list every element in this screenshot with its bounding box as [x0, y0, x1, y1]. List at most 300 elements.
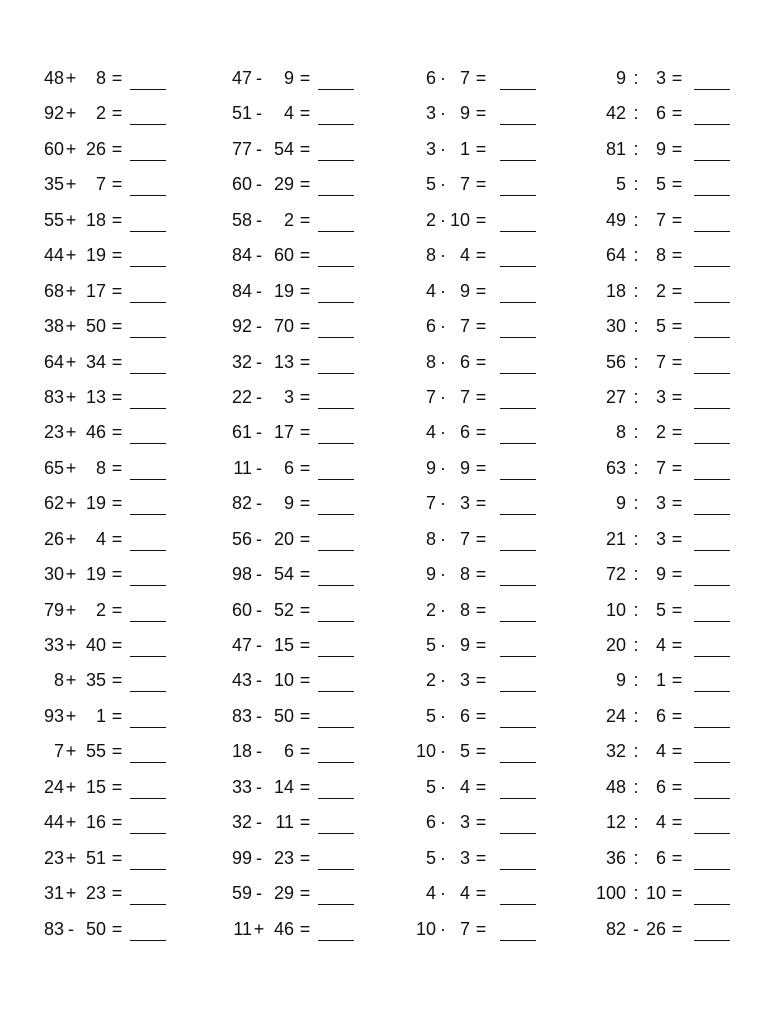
- answer-blank[interactable]: [130, 302, 166, 303]
- answer-blank[interactable]: [694, 124, 730, 125]
- answer-blank[interactable]: [318, 550, 354, 551]
- answer-blank[interactable]: [318, 373, 354, 374]
- answer-blank[interactable]: [318, 727, 354, 728]
- operator: -: [256, 174, 262, 195]
- operand-b: 15: [273, 635, 294, 655]
- answer-blank[interactable]: [694, 798, 730, 799]
- equation-row: [224, 488, 394, 523]
- answer-blank[interactable]: [694, 89, 730, 90]
- operator: +: [65, 209, 77, 230]
- division-column: [596, 63, 766, 949]
- equation-row: [224, 665, 394, 700]
- answer-blank[interactable]: [130, 373, 166, 374]
- operand-a: 3: [425, 103, 436, 124]
- answer-blank[interactable]: [318, 833, 354, 834]
- answer-blank[interactable]: [130, 585, 166, 586]
- answer-blank[interactable]: [694, 479, 730, 480]
- answer-blank[interactable]: [130, 762, 166, 763]
- equals-sign: =: [475, 457, 487, 478]
- answer-blank[interactable]: [694, 762, 730, 763]
- equals-sign: =: [299, 670, 311, 691]
- equation-row: [224, 417, 394, 452]
- answer-blank[interactable]: [318, 762, 354, 763]
- equation-row: [412, 205, 582, 240]
- answer-blank[interactable]: [130, 798, 166, 799]
- answer-blank[interactable]: [318, 160, 354, 161]
- operand-b: 29: [273, 174, 294, 195]
- operator: +: [65, 68, 77, 88]
- answer-blank[interactable]: [318, 337, 354, 338]
- equals-sign: =: [299, 776, 311, 797]
- equals-sign: =: [299, 883, 311, 904]
- answer-blank[interactable]: [130, 904, 166, 905]
- operand-b: 2: [655, 280, 666, 301]
- operand-a: 5: [615, 174, 626, 195]
- operator: -: [256, 776, 262, 797]
- answer-blank[interactable]: [130, 514, 166, 515]
- operand-b: 7: [655, 351, 666, 372]
- answer-blank[interactable]: [694, 833, 730, 834]
- operand-a: 62: [43, 493, 64, 514]
- answer-blank[interactable]: [694, 337, 730, 338]
- operator: ·: [440, 316, 446, 337]
- operand-b: 19: [85, 564, 106, 585]
- operator: ·: [440, 599, 446, 620]
- answer-blank[interactable]: [130, 408, 166, 409]
- equation-row: [36, 169, 206, 204]
- answer-blank[interactable]: [500, 231, 536, 232]
- answer-blank[interactable]: [500, 443, 536, 444]
- operand-b: 16: [85, 812, 106, 833]
- equation-row: [596, 559, 766, 594]
- answer-blank[interactable]: [318, 869, 354, 870]
- answer-blank[interactable]: [500, 89, 536, 90]
- operand-b: 9: [459, 280, 470, 301]
- answer-blank[interactable]: [130, 124, 166, 125]
- operator: :: [633, 776, 639, 797]
- equation-row: [596, 276, 766, 311]
- equals-sign: =: [671, 422, 683, 443]
- answer-blank[interactable]: [694, 585, 730, 586]
- equals-sign: =: [299, 635, 311, 655]
- operand-a: 81: [605, 138, 626, 159]
- operand-a: 24: [43, 776, 64, 797]
- answer-blank[interactable]: [694, 550, 730, 551]
- equation-row: [224, 98, 394, 133]
- answer-blank[interactable]: [500, 904, 536, 905]
- answer-blank[interactable]: [318, 940, 354, 941]
- operand-a: 33: [231, 776, 252, 797]
- operand-b: 5: [655, 316, 666, 337]
- answer-blank[interactable]: [130, 621, 166, 622]
- operand-b: 14: [273, 776, 294, 797]
- answer-blank[interactable]: [500, 621, 536, 622]
- equation-row: [224, 807, 394, 842]
- equals-sign: =: [475, 493, 487, 514]
- equation-row: [36, 453, 206, 488]
- operand-b: 17: [273, 422, 294, 443]
- answer-blank[interactable]: [500, 550, 536, 551]
- operand-a: 48: [43, 68, 64, 88]
- equation-row: [36, 417, 206, 452]
- operand-a: 9: [615, 670, 626, 691]
- equation-row: [224, 63, 394, 98]
- equation-row: [36, 665, 206, 700]
- answer-blank[interactable]: [500, 762, 536, 763]
- operator: +: [65, 705, 77, 726]
- operand-a: 63: [605, 457, 626, 478]
- equals-sign: =: [299, 847, 311, 868]
- answer-blank[interactable]: [130, 195, 166, 196]
- operand-a: 72: [605, 564, 626, 585]
- operand-a: 60: [231, 599, 252, 620]
- equation-row: [596, 665, 766, 700]
- operand-b: 19: [85, 493, 106, 514]
- operand-b: 3: [459, 493, 470, 514]
- operator: ·: [440, 386, 446, 407]
- operator: -: [256, 422, 262, 443]
- equation-row: [412, 63, 582, 98]
- answer-blank[interactable]: [318, 266, 354, 267]
- answer-blank[interactable]: [130, 89, 166, 90]
- answer-blank[interactable]: [318, 408, 354, 409]
- equation-row: [596, 240, 766, 275]
- answer-blank[interactable]: [500, 302, 536, 303]
- operator: ·: [440, 847, 446, 868]
- answer-blank[interactable]: [694, 904, 730, 905]
- operand-b: 9: [655, 564, 666, 585]
- operator: +: [65, 847, 77, 868]
- operand-a: 83: [231, 705, 252, 726]
- operand-b: 10: [645, 883, 666, 904]
- equals-sign: =: [111, 741, 123, 762]
- answer-blank[interactable]: [318, 691, 354, 692]
- operand-b: 6: [459, 705, 470, 726]
- equation-row: [596, 347, 766, 382]
- operator: +: [65, 316, 77, 337]
- answer-blank[interactable]: [130, 443, 166, 444]
- operand-b: 3: [283, 386, 294, 407]
- equals-sign: =: [111, 776, 123, 797]
- operand-a: 11: [233, 457, 252, 478]
- equals-sign: =: [299, 493, 311, 514]
- operand-b: 1: [95, 705, 106, 726]
- operator: :: [633, 705, 639, 726]
- equals-sign: =: [111, 103, 123, 124]
- operand-b: 7: [459, 174, 470, 195]
- operator: -: [256, 635, 262, 655]
- operator: :: [633, 422, 639, 443]
- equation-row: [36, 559, 206, 594]
- answer-blank[interactable]: [694, 656, 730, 657]
- equation-row: [596, 63, 766, 98]
- operator: +: [65, 493, 77, 514]
- answer-blank[interactable]: [500, 656, 536, 657]
- answer-blank[interactable]: [318, 231, 354, 232]
- operand-a: 9: [615, 493, 626, 514]
- operand-a: 4: [425, 883, 436, 904]
- operand-b: 2: [655, 422, 666, 443]
- answer-blank[interactable]: [318, 514, 354, 515]
- answer-blank[interactable]: [694, 266, 730, 267]
- equation-row: [36, 240, 206, 275]
- operand-b: 4: [655, 741, 666, 762]
- equals-sign: =: [111, 670, 123, 691]
- answer-blank[interactable]: [130, 727, 166, 728]
- answer-blank[interactable]: [130, 479, 166, 480]
- operand-a: 30: [605, 316, 626, 337]
- answer-blank[interactable]: [500, 798, 536, 799]
- answer-blank[interactable]: [500, 585, 536, 586]
- answer-blank[interactable]: [500, 479, 536, 480]
- operator: ·: [440, 174, 446, 195]
- operand-b: 7: [459, 386, 470, 407]
- operator: +: [65, 883, 77, 904]
- answer-blank[interactable]: [500, 514, 536, 515]
- operand-b: 2: [95, 599, 106, 620]
- operator: :: [633, 564, 639, 585]
- answer-blank[interactable]: [130, 550, 166, 551]
- answer-blank[interactable]: [500, 373, 536, 374]
- operator: :: [633, 457, 639, 478]
- equals-sign: =: [299, 209, 311, 230]
- equation-row: [36, 524, 206, 559]
- equals-sign: =: [475, 209, 487, 230]
- equals-sign: =: [475, 386, 487, 407]
- equals-sign: =: [299, 103, 311, 124]
- equation-row: [596, 417, 766, 452]
- operand-a: 6: [425, 812, 436, 833]
- equation-row: [596, 382, 766, 417]
- operand-a: 82: [605, 918, 626, 939]
- answer-blank[interactable]: [500, 160, 536, 161]
- equals-sign: =: [111, 422, 123, 443]
- answer-blank[interactable]: [318, 621, 354, 622]
- answer-blank[interactable]: [500, 266, 536, 267]
- answer-blank[interactable]: [130, 337, 166, 338]
- operator: ·: [440, 245, 446, 266]
- equals-sign: =: [299, 138, 311, 159]
- equation-row: [412, 630, 582, 665]
- operator: +: [65, 386, 77, 407]
- equals-sign: =: [671, 174, 683, 195]
- operand-a: 49: [605, 209, 626, 230]
- equation-row: [412, 772, 582, 807]
- answer-blank[interactable]: [500, 869, 536, 870]
- answer-blank[interactable]: [318, 302, 354, 303]
- answer-blank[interactable]: [500, 940, 536, 941]
- equals-sign: =: [671, 705, 683, 726]
- operator: ·: [440, 457, 446, 478]
- operator: -: [256, 138, 262, 159]
- equation-row: [412, 595, 582, 630]
- operand-a: 9: [425, 564, 436, 585]
- equals-sign: =: [475, 351, 487, 372]
- equals-sign: =: [475, 635, 487, 655]
- operand-b: 3: [655, 68, 666, 88]
- equation-row: [412, 559, 582, 594]
- answer-blank[interactable]: [500, 691, 536, 692]
- answer-blank[interactable]: [130, 656, 166, 657]
- equation-row: [596, 134, 766, 169]
- equals-sign: =: [111, 174, 123, 195]
- operand-b: 9: [283, 68, 294, 88]
- operator: -: [256, 564, 262, 585]
- operator: -: [256, 599, 262, 620]
- answer-blank[interactable]: [500, 408, 536, 409]
- operand-b: 9: [459, 457, 470, 478]
- equation-row: [224, 240, 394, 275]
- answer-blank[interactable]: [500, 833, 536, 834]
- answer-blank[interactable]: [318, 585, 354, 586]
- answer-blank[interactable]: [500, 124, 536, 125]
- answer-blank[interactable]: [694, 231, 730, 232]
- operand-b: 54: [273, 138, 294, 159]
- operator: +: [65, 776, 77, 797]
- equation-row: [412, 878, 582, 913]
- equals-sign: =: [671, 883, 683, 904]
- answer-blank[interactable]: [318, 656, 354, 657]
- answer-blank[interactable]: [318, 798, 354, 799]
- operand-b: 6: [655, 705, 666, 726]
- operator: ·: [440, 564, 446, 585]
- equals-sign: =: [299, 280, 311, 301]
- equation-row: [36, 878, 206, 913]
- equation-row: [412, 701, 582, 736]
- equation-row: [224, 914, 394, 949]
- answer-blank[interactable]: [130, 940, 166, 941]
- equation-row: [224, 524, 394, 559]
- answer-blank[interactable]: [500, 337, 536, 338]
- equation-row: [596, 772, 766, 807]
- operand-a: 5: [425, 776, 436, 797]
- equation-row: [412, 843, 582, 878]
- operand-a: 7: [53, 741, 64, 762]
- equals-sign: =: [475, 564, 487, 585]
- operator: -: [256, 883, 262, 904]
- answer-blank[interactable]: [318, 904, 354, 905]
- answer-blank[interactable]: [694, 514, 730, 515]
- answer-blank[interactable]: [694, 691, 730, 692]
- operator: +: [65, 564, 77, 585]
- equation-row: [412, 524, 582, 559]
- operand-a: 60: [43, 138, 64, 159]
- equation-row: [36, 843, 206, 878]
- answer-blank[interactable]: [694, 727, 730, 728]
- operand-b: 3: [655, 493, 666, 514]
- answer-blank[interactable]: [694, 195, 730, 196]
- operator: ·: [440, 351, 446, 372]
- operand-a: 5: [425, 635, 436, 655]
- equation-row: [224, 736, 394, 771]
- operand-b: 3: [459, 847, 470, 868]
- operand-b: 10: [273, 670, 294, 691]
- equation-row: [412, 311, 582, 346]
- equals-sign: =: [671, 635, 683, 655]
- answer-blank[interactable]: [130, 833, 166, 834]
- answer-blank[interactable]: [694, 373, 730, 374]
- equals-sign: =: [299, 741, 311, 762]
- answer-blank[interactable]: [694, 443, 730, 444]
- equals-sign: =: [111, 883, 123, 904]
- answer-blank[interactable]: [130, 160, 166, 161]
- answer-blank[interactable]: [694, 621, 730, 622]
- operand-a: 59: [231, 883, 252, 904]
- equation-row: [596, 98, 766, 133]
- operator: -: [256, 386, 262, 407]
- equals-sign: =: [475, 741, 487, 762]
- answer-blank[interactable]: [694, 160, 730, 161]
- operand-a: 84: [231, 245, 252, 266]
- equals-sign: =: [299, 174, 311, 195]
- operand-b: 35: [85, 670, 106, 691]
- operand-a: 31: [43, 883, 64, 904]
- answer-blank[interactable]: [130, 231, 166, 232]
- equals-sign: =: [111, 599, 123, 620]
- equation-row: [224, 347, 394, 382]
- equals-sign: =: [671, 103, 683, 124]
- answer-blank[interactable]: [500, 195, 536, 196]
- answer-blank[interactable]: [500, 727, 536, 728]
- answer-blank[interactable]: [318, 443, 354, 444]
- operator: :: [633, 812, 639, 833]
- operand-a: 38: [43, 316, 64, 337]
- answer-blank[interactable]: [318, 195, 354, 196]
- answer-blank[interactable]: [694, 408, 730, 409]
- operand-a: 47: [231, 635, 252, 655]
- equals-sign: =: [299, 457, 311, 478]
- equals-sign: =: [475, 670, 487, 691]
- equals-sign: =: [475, 316, 487, 337]
- operator: -: [256, 528, 262, 549]
- equals-sign: =: [671, 918, 683, 939]
- answer-blank[interactable]: [130, 266, 166, 267]
- equation-row: [36, 736, 206, 771]
- operand-b: 3: [655, 528, 666, 549]
- operand-a: 79: [43, 599, 64, 620]
- equals-sign: =: [111, 457, 123, 478]
- answer-blank[interactable]: [318, 89, 354, 90]
- equals-sign: =: [111, 280, 123, 301]
- operand-a: 55: [43, 209, 64, 230]
- operand-a: 21: [605, 528, 626, 549]
- equation-row: [596, 595, 766, 630]
- answer-blank[interactable]: [130, 869, 166, 870]
- operand-a: 82: [231, 493, 252, 514]
- answer-blank[interactable]: [694, 302, 730, 303]
- operator: :: [633, 174, 639, 195]
- operand-b: 46: [273, 918, 294, 939]
- operator: :: [633, 245, 639, 266]
- operand-b: 2: [283, 209, 294, 230]
- equation-row: [596, 736, 766, 771]
- equation-row: [224, 311, 394, 346]
- operator: -: [256, 670, 262, 691]
- answer-blank[interactable]: [130, 691, 166, 692]
- answer-blank[interactable]: [318, 479, 354, 480]
- operator: -: [256, 209, 262, 230]
- answer-blank[interactable]: [694, 869, 730, 870]
- equation-row: [412, 488, 582, 523]
- equals-sign: =: [475, 174, 487, 195]
- operand-b: 7: [459, 316, 470, 337]
- operand-a: 35: [43, 174, 64, 195]
- answer-blank[interactable]: [694, 940, 730, 941]
- operand-a: 8: [425, 528, 436, 549]
- operand-a: 98: [231, 564, 252, 585]
- equation-row: [36, 595, 206, 630]
- answer-blank[interactable]: [318, 124, 354, 125]
